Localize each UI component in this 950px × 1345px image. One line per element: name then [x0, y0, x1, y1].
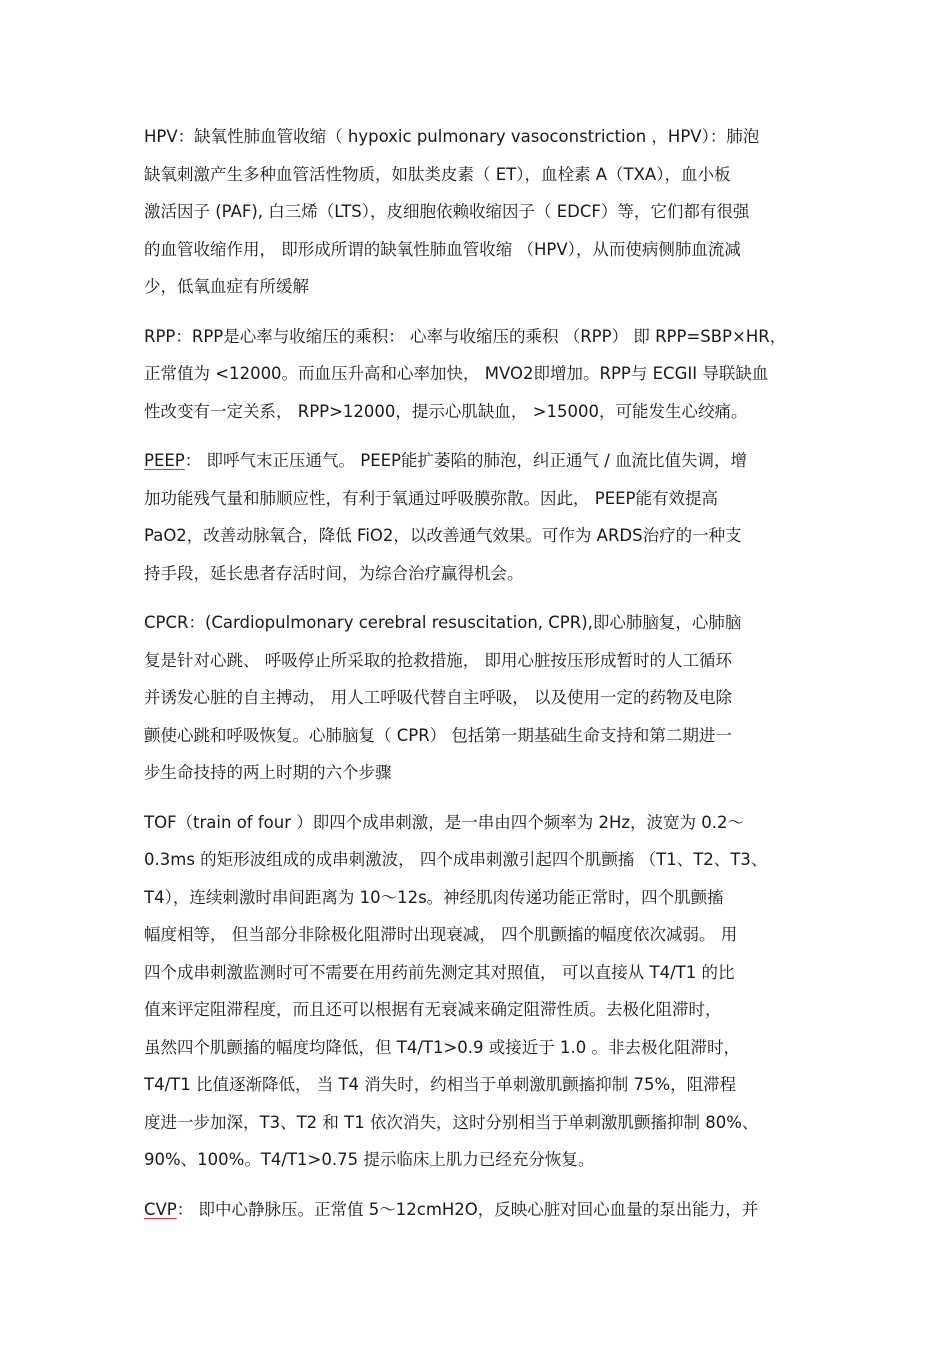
text-line: CPCR：(Cardiopulmonary cerebral resuscitation, CPR),即心肺脑复，心肺脑 — [144, 613, 742, 632]
text-line: 性改变有一定关系， RPP>12000，提示心肌缺血， >15000，可能发生心绞痛。 — [144, 401, 748, 421]
text-line: HPV：缺氧性肺血管收缩（ hypoxic pulmonary vasoconstriction ，HPV）：肺泡 — [144, 127, 760, 146]
term-cvp: CVP — [144, 1199, 177, 1219]
paragraph-hpv — [144, 118, 808, 306]
text-line — [144, 1191, 808, 1229]
text-line: 90%、100%。T4/T1>0.75 提示临床上肌力已经充分恢复。 — [144, 1150, 595, 1169]
text-line: 激活因子 (PAF), 白三烯（LTS），皮细胞依赖收缩因子（ EDCF）等，它们都有很强 — [144, 202, 750, 221]
text-line: T4/T1 比值逐渐降低， 当 T4 消失时，约相当于单刺激肌颤搐抑制 75%，阻滞程 — [144, 1075, 737, 1094]
text-line: 的血管收缩作用， 即形成所谓的缺氧性肺血管收缩 （HPV），从而使病侧肺血流减 — [144, 239, 741, 259]
text-line: 颤使心跳和呼吸恢复。心肺脑复（ CPR） 包括第一期基础生命支持和第二期进一 — [144, 725, 732, 745]
text-line — [144, 442, 808, 480]
paragraph-cpcr — [144, 604, 808, 792]
text-line: 0.3ms 的矩形波组成的成串刺激波， 四个成串刺激引起四个肌颤搐 （T1、T2、T3、 — [144, 850, 768, 869]
text-line: 并诱发心脏的自主搏动， 用人工呼吸代替自主呼吸， 以及使用一定的药物及电除 — [144, 688, 732, 707]
text-line: 复是针对心跳、 呼吸停止所采取的抢救措施， 即用心脏按压形成暂时的人工循环 — [144, 650, 732, 670]
text-line: PaO2，改善动脉氧合，降低 FiO2，以改善通气效果。可作为 ARDS治疗的一种支 — [144, 526, 742, 545]
line-rest: ： 即呼气末正压通气。 PEEP能扩萎陷的肺泡，纠正通气 / 血流比值失调，增 — [184, 451, 748, 470]
text-line: 值来评定阻滞程度，而且还可以根据有无衰减来确定阻滞性质。去极化阻滞时， — [144, 1000, 722, 1019]
document-body — [144, 118, 808, 1240]
text-line: 度进一步加深，T3、T2 和 T1 依次消失，这时分别相当于单刺激肌颤搐抑制 80%、 — [144, 1112, 759, 1132]
text-line: RPP：RPP是心率与收缩压的乘积： 心率与收缩压的乘积 （RPP） 即 RPP=SBP×HR， — [144, 326, 787, 346]
text-line: TOF（train of four ）即四个成串刺激，是一串由四个频率为 2Hz，波宽为 0.2～ — [144, 812, 745, 832]
term-peep: PEEP — [144, 451, 185, 470]
text-line: 正常值为 <12000。而血压升高和心率加快， MVO2即增加。RPP与 ECGII 导联缺血 — [144, 364, 769, 383]
text-line: T4），连续刺激时串间距离为 10～12s。神经肌肉传递功能正常时，四个肌颤搐 — [144, 887, 724, 907]
text-line: 四个成串刺激监测时可不需要在用药前先测定其对照值， 可以直接从 T4/T1 的比 — [144, 962, 735, 982]
text-line: 持手段，延长患者存活时间，为综合治疗赢得机会。 — [144, 563, 524, 583]
text-line: 少，低氧血症有所缓解 — [144, 277, 309, 296]
text-line: 步生命技持的两上时期的六个步骤 — [144, 763, 392, 782]
text-line: 缺氧刺激产生多种血管活性物质，如肽类皮素（ ET），血栓素 A（TXA），血小板 — [144, 164, 731, 184]
paragraph-peep — [144, 442, 808, 592]
text-line: 加功能残气量和肺顺应性，有利于氧通过呼吸膜弥散。因此， PEEP能有效提高 — [144, 488, 718, 508]
paragraph-cvp — [144, 1191, 808, 1229]
text-line: 幅度相等， 但当部分非除极化阻滞时出现衰减， 四个肌颤搐的幅度依次减弱。 用 — [144, 925, 738, 944]
paragraph-tof — [144, 804, 808, 1179]
text-line: 虽然四个肌颤搐的幅度均降低，但 T4/T1>0.9 或接近于 1.0 。非去极化阻滞时， — [144, 1037, 740, 1057]
line-rest: ： 即中心静脉压。正常值 5～12cmH2O，反映心脏对回心血量的泵出能力，并 — [176, 1199, 759, 1219]
paragraph-rpp — [144, 318, 808, 431]
